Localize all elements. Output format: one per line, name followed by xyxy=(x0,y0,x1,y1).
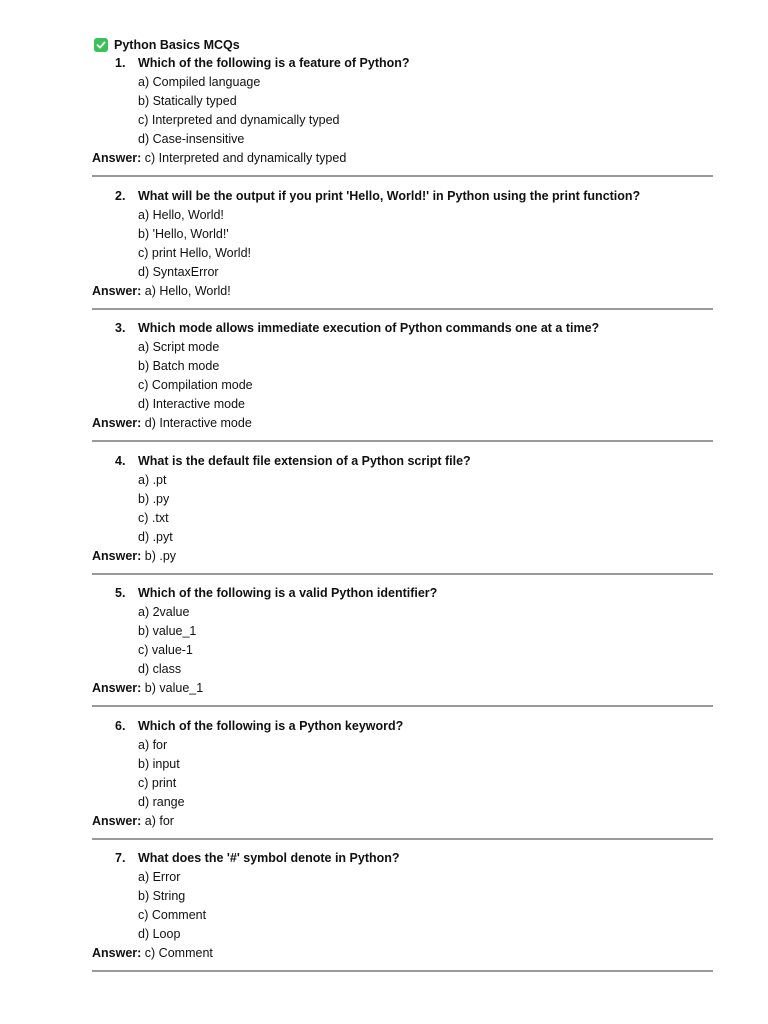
question-text: Which of the following is a Python keyword? xyxy=(138,718,404,733)
answer-label: Answer: xyxy=(92,681,145,695)
option-item: c) Comment xyxy=(138,908,207,922)
option-item: a) 2value xyxy=(138,605,190,619)
answer-text: c) Comment xyxy=(144,946,213,960)
answer-line xyxy=(92,679,203,698)
option-item: a) Compiled language xyxy=(138,75,261,89)
option-item: d) Interactive mode xyxy=(138,397,245,411)
option-item: a) Error xyxy=(138,870,181,884)
option-item: b) .py xyxy=(138,491,170,506)
option-item: b) String xyxy=(138,889,186,903)
option-item: b) input xyxy=(138,756,180,771)
document-title-row xyxy=(94,36,240,53)
answer-text: b) .py xyxy=(144,548,177,563)
divider-line xyxy=(92,573,713,575)
option-item: d) Case-insensitive xyxy=(138,132,245,146)
option-item: d) class xyxy=(138,662,182,676)
option-item: c) print xyxy=(138,775,177,790)
answer-line xyxy=(92,149,346,168)
option-item: b) Batch mode xyxy=(138,359,220,373)
answer-label: Answer: xyxy=(92,151,145,165)
option-item: b) value_1 xyxy=(138,624,197,638)
option-item: a) Script mode xyxy=(138,340,220,354)
answer-text: a) for xyxy=(144,813,174,828)
option-item: c) print Hello, World! xyxy=(138,245,251,260)
answer-line xyxy=(92,282,231,301)
answer-line xyxy=(92,547,176,566)
option-item: c) Compilation mode xyxy=(138,378,253,392)
question-number: 6. xyxy=(115,718,126,733)
divider-line xyxy=(92,308,713,310)
answer-label: Answer: xyxy=(92,548,145,563)
option-item: d) SyntaxError xyxy=(138,264,219,279)
question-number: 5. xyxy=(115,586,126,600)
answer-line xyxy=(92,812,174,831)
question-number: 4. xyxy=(115,453,126,468)
answer-label: Answer: xyxy=(92,283,145,298)
question-number: 1. xyxy=(115,56,126,70)
question-text: What will be the output if you print 'Hello, World!' in Python using the print function? xyxy=(138,188,641,203)
answer-text: b) value_1 xyxy=(144,681,204,695)
option-item: b) 'Hello, World!' xyxy=(138,226,229,241)
question-number: 3. xyxy=(115,321,126,335)
answer-label: Answer: xyxy=(92,946,145,960)
option-item: d) Loop xyxy=(138,927,181,941)
option-item: a) Hello, World! xyxy=(138,207,224,222)
option-item: c) .txt xyxy=(138,510,169,525)
option-item: c) value-1 xyxy=(138,643,193,657)
option-item: a) for xyxy=(138,737,168,752)
question-text: Which of the following is a feature of Python? xyxy=(138,56,410,70)
answer-line xyxy=(92,944,213,963)
document-title: Python Basics MCQs xyxy=(114,37,240,52)
answer-text: a) Hello, World! xyxy=(144,283,231,298)
question-text: What does the '#' symbol denote in Python? xyxy=(138,851,400,865)
divider-line xyxy=(92,838,713,840)
option-item: c) Interpreted and dynamically typed xyxy=(138,113,340,127)
option-item: d) range xyxy=(138,794,185,809)
divider-line xyxy=(92,970,713,972)
question-number: 2. xyxy=(115,188,126,203)
checkmark-icon xyxy=(94,38,108,52)
option-item: b) Statically typed xyxy=(138,94,237,108)
divider-line xyxy=(92,440,713,442)
answer-text: d) Interactive mode xyxy=(144,416,252,430)
divider-line xyxy=(92,705,713,707)
option-item: a) .pt xyxy=(138,472,167,487)
answer-text: c) Interpreted and dynamically typed xyxy=(144,151,347,165)
option-item: d) .pyt xyxy=(138,529,173,544)
question-number: 7. xyxy=(115,851,126,865)
answer-label: Answer: xyxy=(92,813,145,828)
question-text: Which mode allows immediate execution of Python commands one at a time? xyxy=(138,321,600,335)
answer-line xyxy=(92,414,252,433)
question-text: Which of the following is a valid Python identifier? xyxy=(138,586,438,600)
question-text: What is the default file extension of a Python script file? xyxy=(138,453,471,468)
answer-label: Answer: xyxy=(92,416,145,430)
divider-line xyxy=(92,175,713,177)
